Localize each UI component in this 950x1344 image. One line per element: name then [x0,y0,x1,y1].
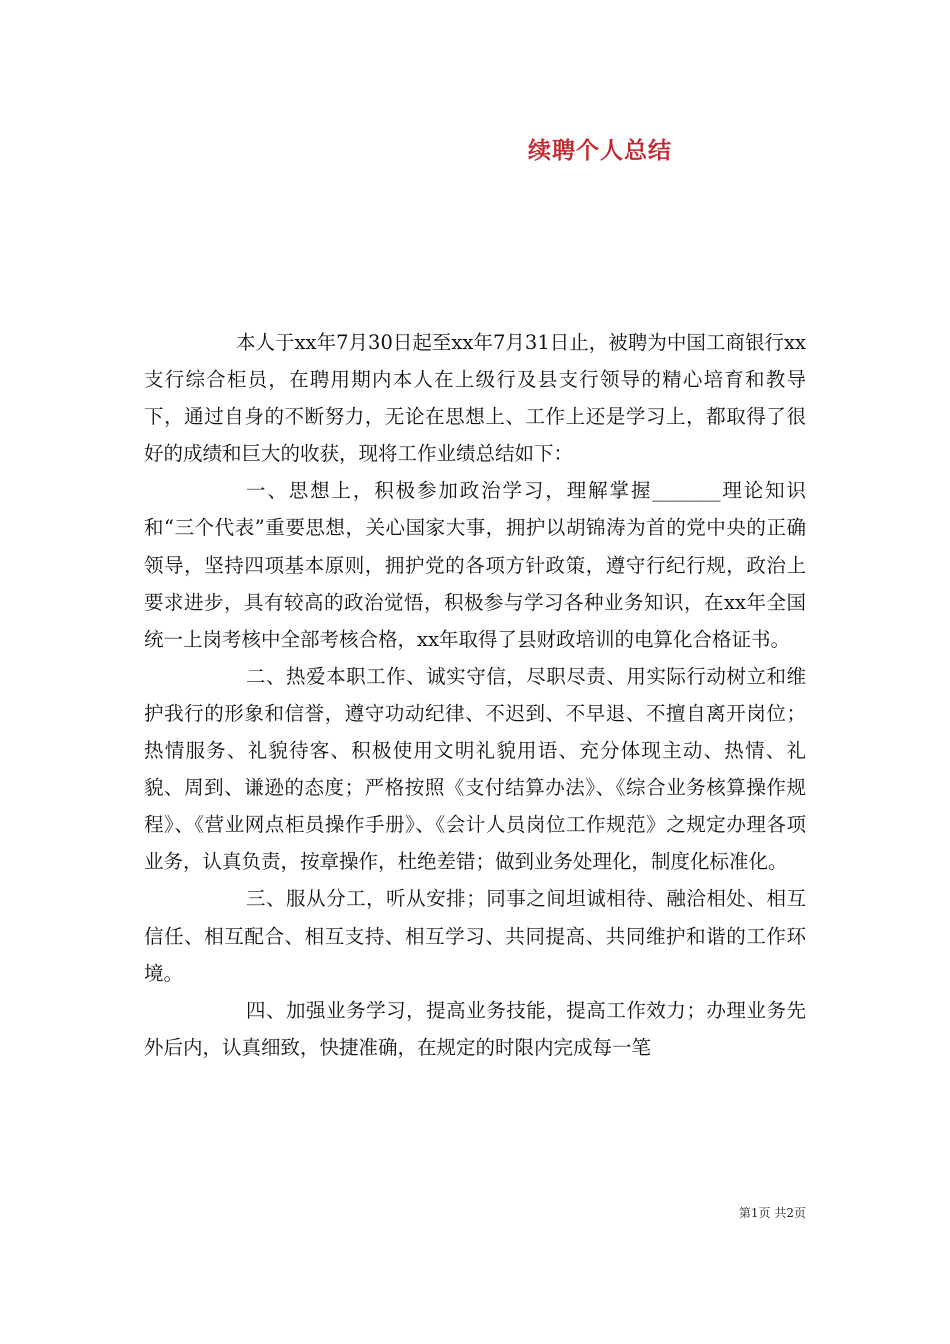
paragraph-section-4: 四、加强业务学习，提高业务技能，提高工作效力；办理业务先外后内，认真细致，快捷准确，在规定的时限内完成每一笔 [144,998,806,1059]
paragraph-section-3: 三、服从分工，听从安排；同事之间坦诚相待、融洽相处、相互信任、相互配合、相互支持、相互学习、共同提高、共同维护和谐的工作环境。 [144,887,806,985]
paragraph-section-2: 二、热爱本职工作、诚实守信，尽职尽责、用实际行动树立和维护我行的形象和信誉，遵守功动纪律、不迟到、不早退、不擅自离开岗位；热情服务、礼貌待客、积极使用文明礼貌用语、充分体现主动、热情、礼貌、周到、谦逊的态度；严格按照《支付结算办法》、《综合业务核算操作规程》、《营业网点柜员操作手册》、《会计人员岗位工作规范》之规定办理各项业务，认真负责，按章操作，杜绝差错；做到业务处理化，制度化标准化。 [144,664,806,874]
document-body [144,324,806,1066]
paragraph-section-1: 一、思想上，积极参加政治学习，理解掌握_______理论知识和“三个代表”重要思想，关心国家大事，拥护以胡锦涛为首的党中央的正确领导，坚持四项基本原则，拥护党的各项方针政策，遵守行纪行规，政治上要求进步，具有较高的政治觉悟，积极参与学习各种业务知识，在xx年全国统一上岗考核中全部考核合格，xx年取得了县财政培训的电算化合格证书。 [144,479,806,651]
document-title: 续聘个人总结 [528,137,672,164]
page-number-footer: 第1页 共2页 [738,1206,806,1220]
paragraph-intro: 本人于xx年7月30日起至xx年7月31日止，被聘为中国工商银行xx支行综合柜员，在聘用期内本人在上级行及县支行领导的精心培育和教导下，通过自身的不断努力，无论在思想上、工作上还是学习上，都取得了很好的成绩和巨大的收获，现将工作业绩总结如下： [144,331,806,466]
